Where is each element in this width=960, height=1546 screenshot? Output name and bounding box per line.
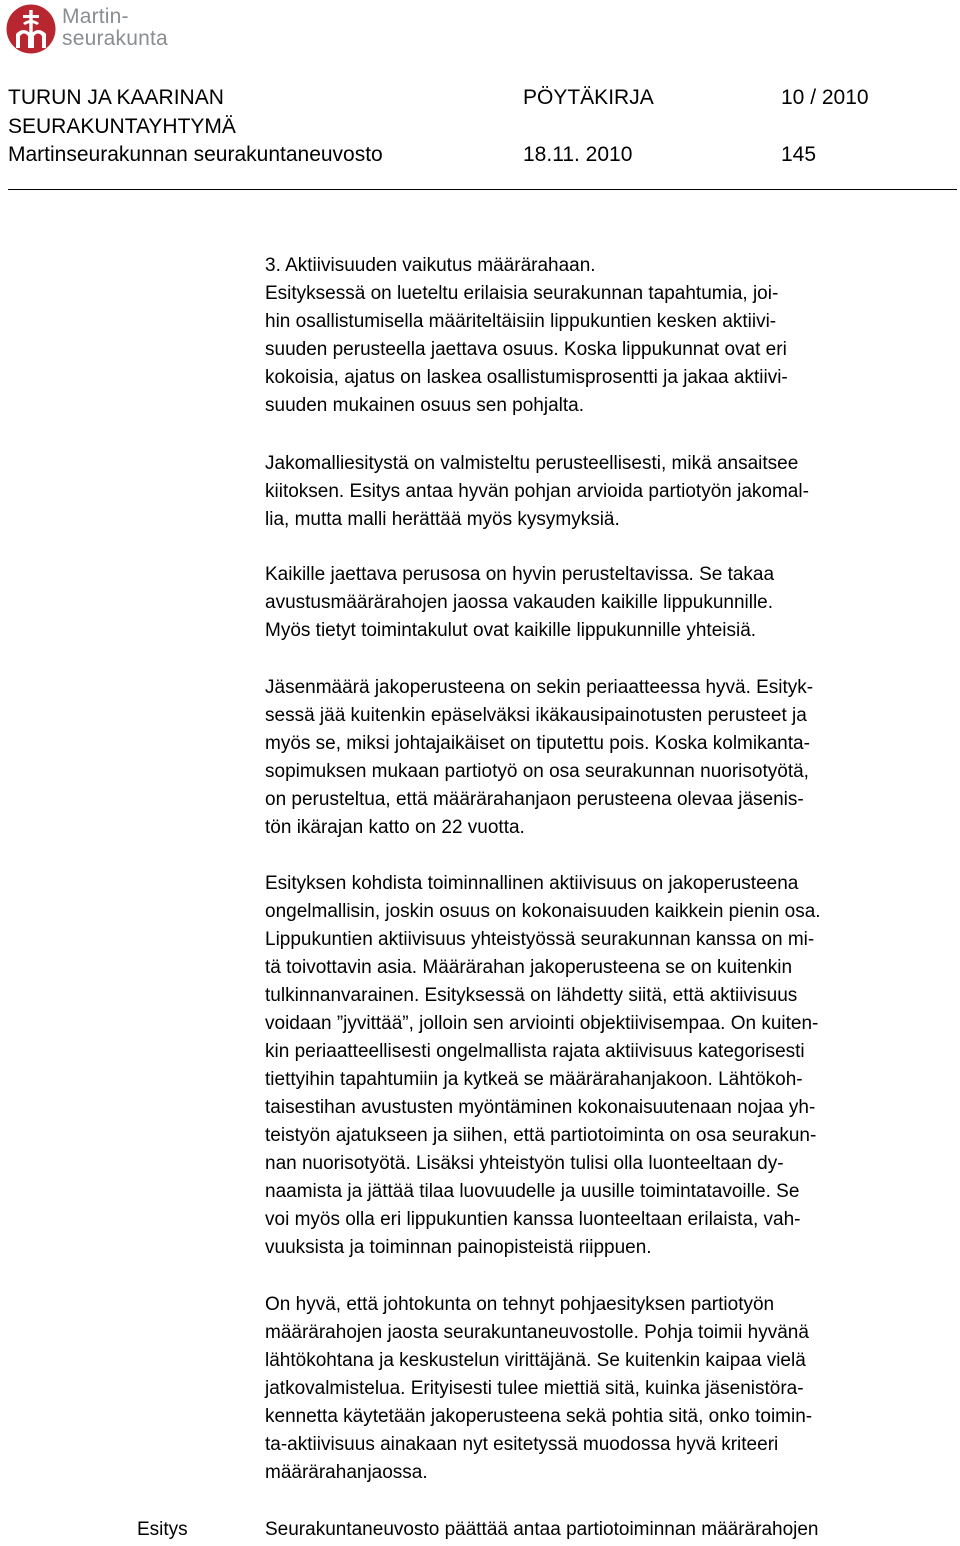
paragraph-line: Jakomalliesitystä on valmisteltu perusteellisesti, mikä ansaitsee [265,453,799,474]
paragraph-line: määrärahanjaossa. [265,1462,428,1483]
paragraph-line: taisestihan avustusten myöntäminen kokonaisuutenaan nojaa yh- [265,1097,816,1118]
organization-name-line-1: TURUN JA KAARINAN [8,86,224,109]
paragraph-line: tiettyihin tapahtumiin ja kytkeä se määrärahanjakoon. Lähtökoh- [265,1069,803,1090]
paragraph-line: lia, mutta malli herättää myös kysymyksiä. [265,509,620,530]
paragraph-line: Lippukuntien aktiivisuus yhteistyössä seurakunnan kanssa on mi- [265,929,815,950]
paragraph-line: määrärahojen jaosta seurakuntaneuvostolle. Pohja toimii hyvänä [265,1322,809,1343]
organization-name-line-2: SEURAKUNTAYHTYMÄ [8,115,236,138]
paragraph-line: Kaikille jaettava perusosa on hyvin perusteltavissa. Se takaa [265,564,775,585]
paragraph-line: tulkinnanvarainen. Esityksessä on lähdetty siitä, että aktiivisuus [265,985,798,1006]
paragraph-line: myös se, miksi johtajaikäiset on tiputettu pois. Koska kolmikanta- [265,733,810,754]
paragraph-line: sessä jää kuitenkin epäselväksi ikäkausipainotusten perusteet ja [265,705,807,726]
meeting-body-name: Martinseurakunnan seurakuntaneuvosto [8,143,383,166]
logo-wordmark [62,6,168,50]
paragraph-line: kin periaatteellisesti ongelmallista rajata aktiivisuus kategorisesti [265,1041,805,1062]
paragraph-line: kennetta käytetään jakoperusteena sekä pohtia sitä, onko toimin- [265,1406,813,1427]
header-divider [8,189,957,190]
paragraph-activity-criterion [265,870,957,1262]
paragraph-line: voi myös olla eri lippukuntien kanssa luonteeltaan erilaista, vah- [265,1209,801,1230]
paragraph-line: naamista ja jättää tilaa luovuudelle ja uusille toimintatavoille. Se [265,1181,800,1202]
paragraph-line: avustusmäärärahojen jaossa vakauden kaikille lippukunnille. [265,592,774,613]
logo-line-1: Martin- [62,5,129,28]
paragraph-line: Esityksessä on lueteltu erilaisia seurakunnan tapahtumia, joi- [265,283,779,304]
paragraph-line: teistyön ajatukseen ja siihen, että partiotoiminta on osa seurakun- [265,1125,817,1146]
paragraph-line: ta-aktiivisuus ainakaan nyt esitetyssä muodossa hyvä kriteeri [265,1434,779,1455]
paragraph-line: suuden mukainen osuus sen pohjalta. [265,395,585,416]
paragraph-line: vuuksista ja toiminnan painopisteistä riippuen. [265,1237,652,1258]
paragraph-line: On hyvä, että johtokunta on tehnyt pohjaesityksen partiotyön [265,1294,775,1315]
paragraph-line: 3. Aktiivisuuden vaikutus määrärahaan. [265,255,596,276]
paragraph-line: hin osallistumisella määriteltäisiin lippukuntien kesken aktiivi- [265,311,777,332]
paragraph-line: tä toivottavin asia. Määrärahan jakoperusteena se on kuitenkin [265,957,793,978]
paragraph-line: Myös tietyt toimintakulut ovat kaikille lippukunnille yhteisiä. [265,620,757,641]
paragraph-line: on perusteltua, että määrärahanjaon perusteena olevaa jäsenis- [265,789,804,810]
cross-church-emblem-icon [6,4,56,54]
paragraph-conclusion [265,1291,957,1487]
paragraph-activity-allocation [265,252,957,420]
paragraph-line: sopimuksen mukaan partiotyö on osa seurakunnan nuorisotyötä, [265,761,809,782]
document-type: PÖYTÄKIRJA [523,86,654,109]
paragraph-line: Jäsenmäärä jakoperusteena on sekin periaatteessa hyvä. Esityk- [265,677,814,698]
paragraph-line: lähtökohtana ja keskustelun virittäjänä. Se kuitenkin kaipaa vielä [265,1350,806,1371]
paragraph-line: Esityksen kohdista toiminnallinen aktiivisuus on jakoperusteena [265,873,799,894]
paragraph-model-assessment [265,450,957,534]
document-number: 10 / 2010 [781,86,869,109]
paragraph-line: kiitoksen. Esitys antaa hyvän pohjan arvioida partiotyön jakomal- [265,481,809,502]
organization-logo [6,4,196,54]
page-number: 145 [781,143,817,166]
paragraph-line: suuden perusteella jaettava osuus. Koska lippukunnat ovat eri [265,339,787,360]
paragraph-line: kokoisia, ajatus on laskea osallistumisprosentti ja jakaa aktiivi- [265,367,788,388]
paragraph-line: nan nuorisotyötä. Lisäksi yhteistyön tulisi olla luonteeltaan dy- [265,1153,784,1174]
paragraph-line: tön ikärajan katto on 22 vuotta. [265,817,525,838]
paragraph-line: voidaan ”jyvittää”, jolloin sen arviointi objektiivisempaa. On kuiten- [265,1013,819,1034]
logo-line-2: seurakunta [62,27,168,50]
paragraph-membership-basis [265,674,957,842]
meeting-date: 18.11. 2010 [523,143,633,166]
paragraph-base-share [265,561,957,645]
paragraph-line: jatkovalmistelua. Erityisesti tulee miettiä sitä, kuinka jäsenistöra- [265,1378,804,1399]
paragraph-line: ongelmallisin, joskin osuus on kokonaisuuden kaikkein pienin osa. [265,901,821,922]
proposal-label: Esitys [137,1519,188,1540]
proposal-text: Seurakuntaneuvosto päättää antaa partiotoiminnan määrärahojen [265,1519,819,1540]
